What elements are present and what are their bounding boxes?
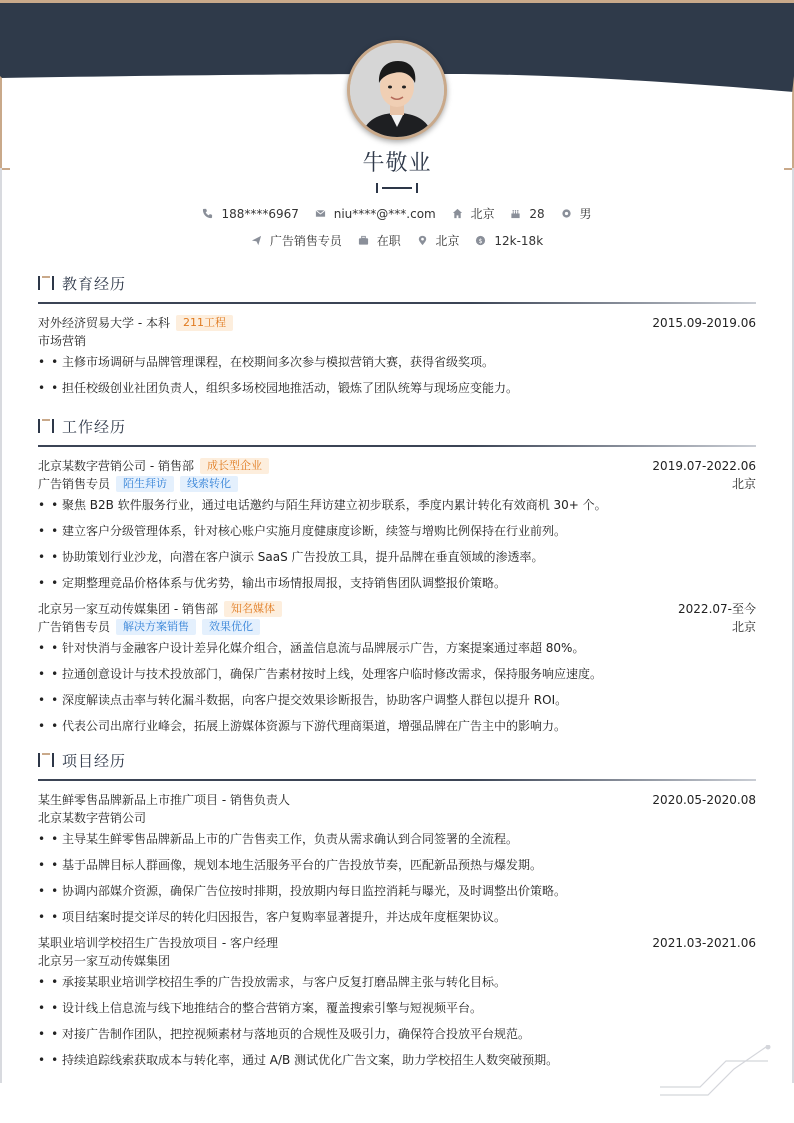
list-item: • • 代表公司出席行业峰会，拓展上游媒体资源与下游代理商渠道，增强品牌在广告主中的影响力。 bbox=[38, 719, 566, 733]
briefcase-icon bbox=[358, 235, 369, 246]
projects-section bbox=[38, 748, 756, 1077]
avatar-frame bbox=[347, 40, 447, 140]
projects-title: 项目经历 bbox=[62, 751, 127, 770]
work-date: 2022.07-至今 bbox=[678, 602, 756, 616]
name-underline-decoration bbox=[376, 183, 418, 193]
list-item: • • 项目结案时提交详尽的转化归因报告，客户复购率显著提升，并达成年度框架协议。 bbox=[38, 910, 506, 924]
education-bullets bbox=[38, 353, 756, 397]
company-name: 北京另一家互动传媒集团 - 销售部 bbox=[38, 602, 218, 616]
project-date: 2021.03-2021.06 bbox=[652, 936, 756, 950]
project-company: 北京某数字营销公司 bbox=[38, 811, 147, 825]
project-entry bbox=[38, 934, 756, 1069]
phone-item bbox=[202, 207, 298, 221]
role-tag: 解决方案销售 bbox=[116, 619, 196, 635]
age-item bbox=[510, 207, 544, 221]
location-icon bbox=[417, 235, 428, 246]
section-marker-icon bbox=[38, 276, 54, 290]
role-tag: 效果优化 bbox=[202, 619, 260, 635]
salary-item bbox=[475, 234, 543, 248]
phone-icon bbox=[202, 208, 213, 219]
list-item: • • 担任校级创业社团负责人，组织多场校园地推活动，锻炼了团队统筹与现场应变能力。 bbox=[38, 381, 518, 395]
money-icon bbox=[475, 235, 486, 246]
company-tag: 成长型企业 bbox=[200, 458, 269, 474]
age-text: 28 bbox=[529, 206, 545, 221]
contact-row bbox=[0, 205, 794, 222]
education-entry bbox=[38, 314, 756, 397]
education-section bbox=[38, 271, 756, 405]
job-role: 广告销售专员 bbox=[38, 477, 111, 491]
status-item bbox=[358, 232, 401, 249]
work-header bbox=[38, 414, 756, 438]
home-icon bbox=[452, 208, 463, 219]
list-item: • • 深度解读点击率与转化漏斗数据，向客户提交效果诊断报告，协助客户调整人群包以提升 ROI。 bbox=[38, 693, 568, 707]
list-item: • • 主修市场调研与品牌管理课程，在校期间多次参与模拟营销大赛，获得省级奖项。 bbox=[38, 355, 494, 369]
job-intent-row bbox=[0, 232, 794, 249]
list-item: • • 承接某职业培训学校招生季的广告投放需求，与客户反复打磨品牌主张与转化目标。 bbox=[38, 975, 506, 989]
role-tag: 陌生拜访 bbox=[116, 476, 174, 492]
work-entry bbox=[38, 457, 756, 592]
work-bullets bbox=[38, 639, 756, 735]
project-company: 北京另一家互动传媒集团 bbox=[38, 954, 171, 968]
city-item bbox=[452, 205, 495, 222]
mail-icon bbox=[315, 208, 326, 219]
section-divider bbox=[38, 779, 756, 781]
section-marker-icon bbox=[38, 753, 54, 767]
corner-line-decoration bbox=[656, 1045, 776, 1105]
project-entry bbox=[38, 791, 756, 926]
city-text: 北京 bbox=[470, 207, 495, 221]
list-item: • • 针对快消与金融客户设计差异化媒介组合，涵盖信息流与品牌展示广告，方案提案通过率超 80%。 bbox=[38, 641, 585, 655]
salary-text: 12k-18k bbox=[494, 233, 544, 248]
work-entry bbox=[38, 600, 756, 735]
section-divider bbox=[38, 445, 756, 447]
project-date: 2020.05-2020.08 bbox=[652, 793, 756, 807]
candidate-name: 牛敬业 bbox=[362, 151, 432, 176]
phone-text: 188****6967 bbox=[221, 206, 299, 221]
project-bullets bbox=[38, 973, 756, 1069]
list-item: • • 对接广告制作团队，把控视频素材与落地页的合规性及吸引力，确保符合投放平台规范。 bbox=[38, 1027, 530, 1041]
job-target-item bbox=[251, 232, 342, 249]
role-tag: 线索转化 bbox=[180, 476, 238, 492]
email-text: niu****@***.com bbox=[333, 206, 436, 221]
education-title: 教育经历 bbox=[62, 274, 127, 293]
education-date: 2015.09-2019.06 bbox=[652, 316, 756, 330]
list-item: • • 建立客户分级管理体系，针对核心账户实施月度健康度诊断，续签与增购比例保持在行业前列。 bbox=[38, 524, 566, 538]
work-location: 北京 bbox=[731, 477, 756, 491]
cake-icon bbox=[510, 208, 521, 219]
left-border-line bbox=[0, 168, 2, 1083]
education-header bbox=[38, 271, 756, 295]
target-city-item bbox=[417, 232, 460, 249]
section-marker-icon bbox=[38, 419, 54, 433]
send-icon bbox=[251, 235, 262, 246]
list-item: • • 定期整理竞品价格体系与优劣势，输出市场情报周报，支持销售团队调整报价策略。 bbox=[38, 576, 506, 590]
section-divider bbox=[38, 302, 756, 304]
school-tag: 211工程 bbox=[176, 315, 233, 331]
list-item: • • 基于品牌目标人群画像，规划本地生活服务平台的广告投放节奏，匹配新品预热与爆发期。 bbox=[38, 858, 542, 872]
company-name: 北京某数字营销公司 - 销售部 bbox=[38, 459, 194, 473]
work-bullets bbox=[38, 496, 756, 592]
list-item: • • 主导某生鲜零售品牌新品上市的广告售卖工作，负责从需求确认到合同签署的全流程。 bbox=[38, 832, 518, 846]
gender-text: 男 bbox=[579, 207, 592, 221]
major: 市场营销 bbox=[38, 334, 87, 348]
list-item: • • 持续追踪线索获取成本与转化率，通过 A/B 测试优化广告文案，助力学校招生人数突破预期。 bbox=[38, 1053, 559, 1067]
project-name: 某生鲜零售品牌新品上市推广项目 - 销售负责人 bbox=[38, 793, 290, 807]
school-name: 对外经济贸易大学 - 本科 bbox=[38, 316, 170, 330]
job-role: 广告销售专员 bbox=[38, 620, 111, 634]
projects-header bbox=[38, 748, 756, 772]
list-item: • • 协助策划行业沙龙，向潜在客户演示 SaaS 广告投放工具，提升品牌在垂直领域的渗透率。 bbox=[38, 550, 544, 564]
company-tag: 知名媒体 bbox=[224, 601, 282, 617]
work-date: 2019.07-2022.06 bbox=[652, 459, 756, 473]
work-location: 北京 bbox=[731, 620, 756, 634]
svg-text:$: $ bbox=[478, 236, 483, 245]
avatar bbox=[350, 43, 444, 137]
gender-icon bbox=[561, 208, 572, 219]
list-item: • • 聚焦 B2B 软件服务行业，通过电话邀约与陌生拜访建立初步联系，季度内累计转化有效商机 30+ 个。 bbox=[38, 498, 607, 512]
email-item bbox=[315, 207, 436, 221]
project-name: 某职业培训学校招生广告投放项目 - 客户经理 bbox=[38, 936, 278, 950]
work-title: 工作经历 bbox=[62, 417, 127, 436]
work-section bbox=[38, 414, 756, 743]
list-item: • • 拉通创意设计与技术投放部门，确保广告素材按时上线，处理客户临时修改需求，保持服务响应速度。 bbox=[38, 667, 602, 681]
project-bullets bbox=[38, 830, 756, 926]
job-target-text: 广告销售专员 bbox=[269, 234, 342, 248]
list-item: • • 协调内部媒介资源，确保广告位按时排期，投放期内每日监控消耗与曝光，及时调整出价策略。 bbox=[38, 884, 566, 898]
target-city-text: 北京 bbox=[435, 234, 460, 248]
list-item: • • 设计线上信息流与线下地推结合的整合营销方案，覆盖搜索引擎与短视频平台。 bbox=[38, 1001, 482, 1015]
gender-item bbox=[561, 205, 592, 222]
status-text: 在职 bbox=[376, 234, 401, 248]
